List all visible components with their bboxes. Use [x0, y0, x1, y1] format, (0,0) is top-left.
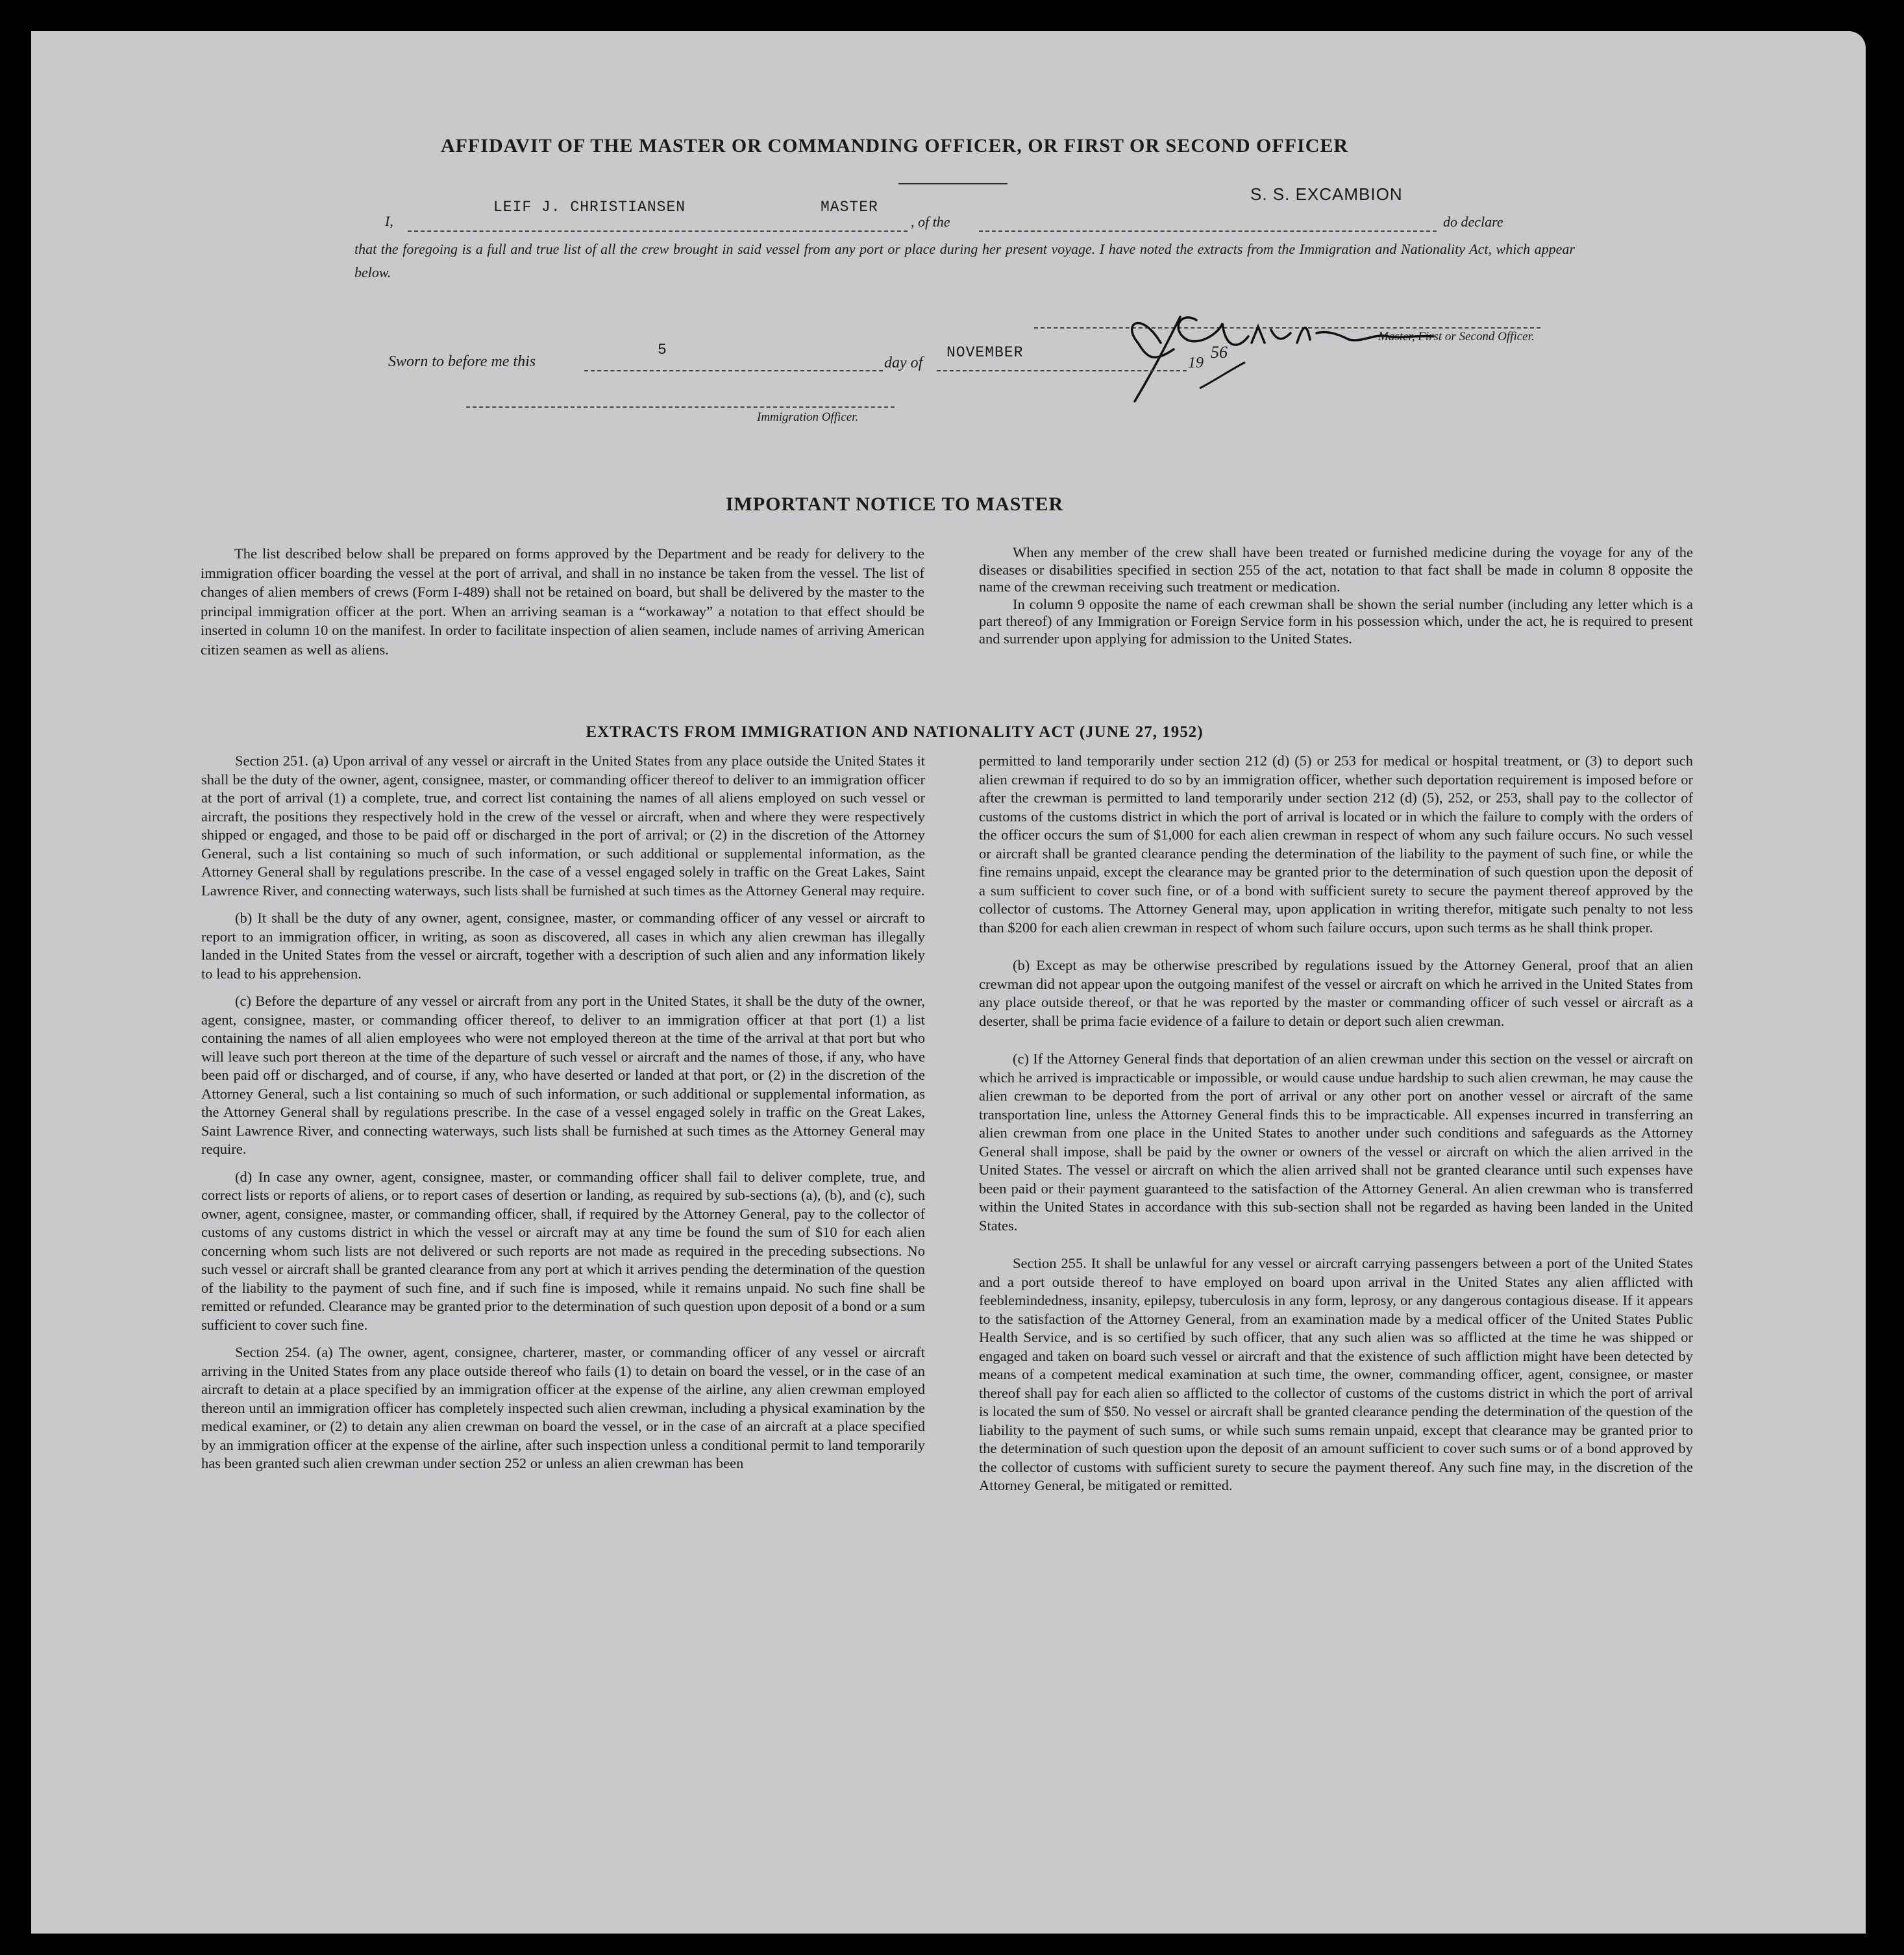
- vessel-name: S. S. EXCAMBION: [1250, 184, 1403, 204]
- month-value: NOVEMBER: [946, 344, 1024, 361]
- notice-right-paragraph-1: When any member of the crew shall have been treated or furnished medicine during the voyage for any of the diseases or disabilities specified in section 255 of the act, notation to that fact shall be made in column 8 opposite the name of the crewman receiving such treatment or medication.: [979, 544, 1693, 595]
- i-label: I,: [385, 213, 393, 229]
- day-value: 5: [658, 342, 667, 358]
- section-254-b: (b) Except as may be otherwise prescribed by regulations issued by the Attorney General, proof that an alien crewman did not appear upon the outgoing manifest of the vessel or aircraft on which he arrived in the United States from any place outside thereof, or that he was reported by the master or commanding officer of such vessel or aircraft as a deserter, shall be prima facie evidence of a failure to detain or deport such alien crewman.: [979, 957, 1693, 1029]
- declare-label: do declare: [1443, 214, 1503, 230]
- heading-divider: [898, 183, 1008, 184]
- notice-right-paragraph-2: In column 9 opposite the name of each crewman shall be shown the serial number (including any letter which is a part thereof) of any Immigration or Foreign Service form in his possession which, under the act, he is required to present and surrender upon applying for admission to the United States.: [979, 595, 1693, 647]
- day-line: [584, 370, 883, 371]
- affidavit-statement: that the foregoing is a full and true list of all the crew brought in said vessel from any port or place during her present voyage. I have noted the extracts from the Immigration and Nationality Act, which appear below.: [354, 241, 1575, 280]
- name-line: [408, 230, 908, 232]
- sworn-label: Sworn to before me this: [388, 353, 536, 370]
- notice-heading: IMPORTANT NOTICE TO MASTER: [725, 493, 1064, 515]
- document-page: [31, 31, 1866, 1934]
- extracts-heading: EXTRACTS FROM IMMIGRATION AND NATIONALITY ACT (JUNE 27, 1952): [586, 723, 1204, 741]
- section-255: Section 255. It shall be unlawful for any vessel or aircraft carrying passengers between a port of the United States and a port outside thereof to have employed on board upon arrival in the United States any alien afflicted with feeblemindedness, insanity, epilepsy, tuberculosis in any form, leprosy, or any dangerous contagious disease. If it appears to the satisfaction of the Attorney General, from an examination made by a medical officer of the United States Public Health Service, and is so certified by such officer, that any such alien was so afflicted at the time he was shipped or engaged and taken on board such vessel or aircraft and that the existence of such affliction might have been detected by means of a competent medical examination at such time, the owner, commanding officer, agent, consignee, or master thereof shall pay for each alien so afflicted to the collector of customs of the customs district in which the port of arrival is located the sum of $50. No vessel or aircraft shall be granted clearance pending the determination of the question of the liability to the payment of such sums, or while such sums remain unpaid, except that clearance may be granted prior to the determination of such question upon the deposit of an amount sufficient to cover such sums or of a bond approved by the collector of customs with sufficient surety to secure the payment thereof. Any such fine may, in the discretion of the Attorney General, be mitigated or remitted.: [979, 1255, 1693, 1493]
- notice-left-paragraph: The list described below shall be prepared on forms approved by the Department and be ready for delivery to the immigration officer boarding the vessel at the port of arrival, and shall in no instance be taken from the vessel. The list of changes of alien members of crews (Form I-489) shall not be retained on board, but shall be delivered by the master to the principal immigration officer at the port. When an arriving seaman is a “workaway” a notation to that effect should be inserted in column 10 on the manifest. In order to facilitate inspection of alien seamen, include names of arriving American citizen seamen as well as aliens.: [201, 545, 924, 658]
- section-251-c: (c) Before the departure of any vessel or aircraft from any port in the United States, it shall be the duty of the owner, agent, consignee, master, or commanding officer thereof, to deliver to an immigration officer at that port (1) a list containing the names of all alien employees who were not employed thereon at the time of the arrival at that port but who will leave such port thereon at the time of the departure of such vessel or aircraft and the names of those, if any, who have been paid off or discharged, and of course, if any, who have deserted or landed at that port, or (2) in the discretion of the Attorney General, such a list containing so much of such information, or such additional or supplemental information, as the Attorney General shall by regulations prescribe. In the case of a vessel engaged solely in traffic on the Great Lakes, Saint Lawrence River, and connecting waterways, such lists shall be furnished at such times as the Attorney General may require.: [201, 993, 925, 1157]
- vessel-line: [979, 230, 1437, 232]
- affidavit-heading: AFFIDAVIT OF THE MASTER OR COMMANDING OFFICER, OR FIRST OR SECOND OFFICER: [440, 135, 1349, 156]
- section-251-b: (b) It shall be the duty of any owner, agent, consignee, master, or commanding officer of any vessel or aircraft to report to an immigration officer, in writing, as soon as discovered, all cases in which any alien crewman has illegally landed in the United States from the vessel or aircraft, together with a description of such alien and any information likely to lead to his apprehension.: [201, 910, 925, 982]
- signer-title-label: Master, First or Second Officer.: [1378, 330, 1535, 343]
- section-254-c: (c) If the Attorney General finds that deportation of an alien crewman under this section on the vessel or aircraft on which he arrived is impracticable or impossible, or would cause undue hardship to such alien crewman, he may cause the alien crewman to be deported from the port of arrival or any other port on another vessel or aircraft of the same transportation line, unless the Attorney General finds this to be impracticable. All expenses incurred in transferring an alien crewman from one place in the United States to another under such conditions and safeguards as the Attorney General shall impose, shall be paid by the owner or owners of the vessel or aircraft on which the alien arrived in the United States. The vessel or aircraft on which the alien arrived shall not be granted clearance until such expenses have been paid or their payment guaranteed to the satisfaction of the Attorney General. An alien crewman who is transferred within the United States in accordance with this sub-section shall not be regarded as having been landed in the United States.: [979, 1051, 1693, 1234]
- year-value: 56: [1211, 343, 1228, 362]
- month-line: [937, 370, 1187, 371]
- section-251-d: (d) In case any owner, agent, consignee, master, or commanding officer shall fail to deliver complete, true, and correct lists or reports of aliens, or to report cases of desertion or landing, as required by sub-sections (a), (b), and (c), such owner, agent, consignee, master, or commanding officer, shall, if required by the Attorney General, pay to the collector of customs of any customs district in which the vessel or aircraft may at any time be found the sum of $10 for each alien concerning whom such lists are not delivered or such reports are not made as required in the preceding subsections. No such vessel or aircraft shall be granted clearance from any port at which it arrives pending the determination of the question of the liability to the payment of such fine, and if such fine is imposed, while it remains unpaid. No such fine shall be remitted or refunded. Clearance may be granted prior to the determination of such question upon deposit of a bond or a sum sufficient to cover such fine.: [201, 1168, 925, 1333]
- extracts-left-column: [201, 752, 925, 1482]
- section-254-a-cont: permitted to land temporarily under section 212 (d) (5) or 253 for medical or hospital treatment, or (3) to deport such alien crewman if required to do so by an immigration officer, whether such deportation requirement is imposed before or after the crewman is permitted to land temporarily under section 212 (d) (5), 252, or 253, shall pay to the collector of customs of the customs district in which the port of arrival is located or in which the failure to comply with the orders of the officer occurs the sum of $1,000 for each alien crewman in respect of whom any such failure occurs. No such vessel or aircraft shall be granted clearance pending the determination of the liability to the payment of such fine, or while the fine remains unpaid, except the clearance may be granted prior to the determination of such question upon the deposit of a sum sufficient to cover such fine, or of a bond with sufficient surety to secure the payment thereof approved by the collector of customs. The Attorney General may, upon application in writing therefor, mitigate such penalty to not less than $200 for each alien crewman in respect of whom such failure occurs, upon such terms as he shall think proper.: [979, 753, 1693, 936]
- year-prefix: 19: [1188, 355, 1204, 371]
- crew-name: LEIF J. CHRISTIANSEN: [493, 199, 686, 216]
- day-of-label: day of: [884, 355, 923, 371]
- section-254-a: Section 254. (a) The owner, agent, consignee, charterer, master, or commanding officer of any vessel or aircraft arriving in the United States from any place outside thereof who fails (1) to detain on board the vessel, or in the case of an aircraft to detain at a place specified by an immigration officer at the expense of the airline, any alien crewman employed thereon until an immigration officer has completely inspected such alien crewman, including a physical examination by the medical examiner, or (2) to detain any alien crewman on board the vessel, or in the case of an aircraft at a place specified by an immigration officer at the expense of the airline, after such inspection unless a conditional permit to land temporarily has been granted such alien crewman under section 252 or unless an alien crewman has been: [201, 1344, 925, 1471]
- officer-label: Immigration Officer.: [757, 410, 859, 424]
- notice-right-column: [979, 544, 1693, 647]
- of-the-label: , of the: [911, 214, 950, 230]
- crew-rank: MASTER: [821, 199, 878, 216]
- officer-line: [466, 406, 895, 408]
- section-251-a: Section 251. (a) Upon arrival of any vessel or aircraft in the United States from any place outside the United States it shall be the duty of the owner, agent, consignee, master, or commanding officer thereof to deliver to an immigration officer at the port of arrival (1) a complete, true, and correct list containing the names of all aliens employed on such vessel or aircraft, the positions they respectively hold in the crew of the vessel or aircraft, when and where they were respectively shipped or engaged, and those to be paid off or discharged in the port of arrival; or (2) in the discretion of the Attorney General, such a list containing so much of such information, or such additional or supplemental information, as the Attorney General shall by regulations prescribe. In the case of a vessel engaged solely in traffic on the Great Lakes, Saint Lawrence River, and connecting waterways, such lists shall be furnished at such times as the Attorney General may require.: [201, 753, 925, 899]
- extracts-right-column: [979, 752, 1693, 1504]
